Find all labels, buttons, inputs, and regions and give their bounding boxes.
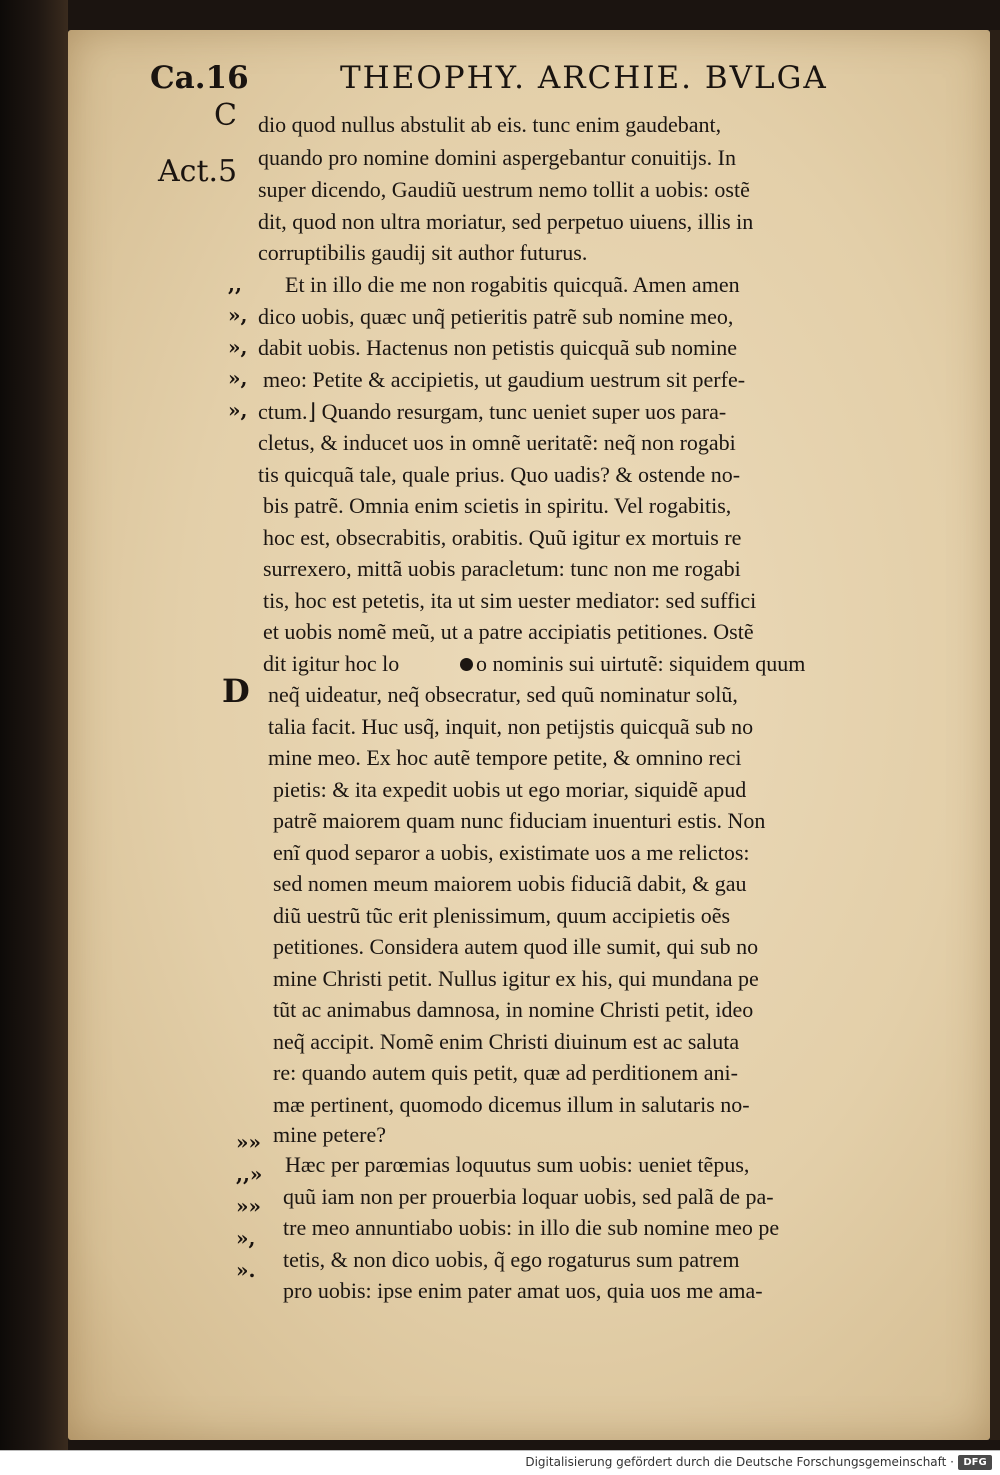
margin-quote-mark: », bbox=[228, 335, 248, 359]
text-line: re: quando autem quis petit, quæ ad perditionem ani- bbox=[273, 1060, 738, 1085]
text-line: bis patrẽ. Omnia enim scietis in spiritu. Vel rogabitis, bbox=[263, 493, 732, 518]
text-line: cletus, & inducet uos in omnẽ ueritatẽ: neq̃ non rogabi bbox=[258, 430, 736, 455]
text-line: quando pro nomine domini aspergebantur conuitijs. In bbox=[258, 145, 737, 170]
text-line: patrẽ maiorem quam nunc fiduciam inuenturi estis. Non bbox=[273, 808, 766, 833]
margin-quote-mark: », bbox=[236, 1226, 256, 1250]
margin-quote-mark: ». bbox=[236, 1258, 256, 1282]
margin-quote-mark: », bbox=[228, 303, 248, 327]
text-line: super dicendo, Gaudiũ uestrum nemo tollit a uobis: ostẽ bbox=[258, 177, 750, 202]
text-line: ctum.⌋ Quando resurgam, tunc ueniet super uos para- bbox=[258, 399, 727, 424]
margin-quote-mark: ,,» bbox=[236, 1162, 263, 1186]
margin-section-d: D bbox=[222, 672, 250, 710]
text-line: corruptibilis gaudij sit author futurus. bbox=[258, 240, 588, 265]
text-line: tetis, & non dico uobis, q̃ ego rogaturus sum patrem bbox=[283, 1247, 740, 1272]
text-line: tis, hoc est petetis, ita ut sim uester mediator: sed suffici bbox=[263, 588, 757, 613]
chapter-reference: Ca.16 bbox=[150, 60, 249, 96]
text-line: neq̃ uideatur, neq̃ obsecratur, sed quũ nominatur solũ, bbox=[268, 682, 738, 707]
running-title: THEOPHY. ARCHIE. BVLGA bbox=[340, 60, 828, 96]
margin-quote-mark: », bbox=[228, 398, 248, 422]
text-line: et uobis nomẽ meũ, ut a patre accipiatis petitiones. Ostẽ bbox=[263, 619, 754, 644]
text-line: dio quod nullus abstulit ab eis. tunc enim gaudebant, bbox=[258, 112, 722, 137]
text-line: pro uobis: ipse enim pater amat uos, quia uos me ama- bbox=[283, 1278, 763, 1303]
text-line: Et in illo die me non rogabitis quicquã. Amen amen bbox=[285, 272, 740, 297]
ink-blot bbox=[460, 658, 473, 671]
text-line: tis quicquã tale, quale prius. Quo uadis? & ostende no- bbox=[258, 462, 741, 487]
text-line: pietis: & ita expedit uobis ut ego moriar, siquidẽ apud bbox=[273, 777, 747, 802]
margin-acts-reference: Act.5 bbox=[158, 154, 238, 189]
text-line: mine meo. Ex hoc autẽ tempore petite, & omnino reci bbox=[268, 745, 742, 770]
text-line: tre meo annuntiabo uobis: in illo die sub nomine meo pe bbox=[283, 1215, 780, 1240]
text-line: hoc est, obsecrabitis, orabitis. Quũ igitur ex mortuis re bbox=[263, 525, 742, 550]
text-line: meo: Petite & accipietis, ut gaudium uestrum sit perfe- bbox=[263, 367, 746, 392]
text-line: dit, quod non ultra moriatur, sed perpetuo uiuens, illis in bbox=[258, 209, 754, 234]
text-line: talia facit. Huc usq̃, inquit, non petijstis quicquã sub no bbox=[268, 714, 754, 739]
page-right-edge bbox=[990, 30, 1000, 1440]
text-line: dico uobis, quæc unq̃ petieritis patrẽ sub nomine meo, bbox=[258, 304, 734, 329]
digitization-footer bbox=[0, 1450, 1000, 1475]
text-line: quũ iam non per prouerbia loquar uobis, sed palã de pa- bbox=[283, 1184, 774, 1209]
margin-quote-mark: »» bbox=[236, 1130, 261, 1154]
text-line: mine Christi petit. Nullus igitur ex his, qui mundana pe bbox=[273, 966, 759, 991]
margin-section-c: C bbox=[214, 98, 237, 133]
running-head bbox=[150, 60, 980, 104]
text-line: enĩ quod separor a uobis, existimate uos a me relictos: bbox=[273, 840, 750, 865]
text-line: mæ pertinent, quomodo dicemus illum in salutaris no- bbox=[273, 1092, 750, 1117]
funding-credit: Digitalisierung gefördert durch die Deutsche Forschungsgemeinschaft · bbox=[525, 1455, 954, 1469]
margin-quote-mark: », bbox=[228, 366, 248, 390]
book-binding-shadow bbox=[0, 0, 68, 1450]
text-line: surrexero, mittã uobis paracletum: tunc non me rogabi bbox=[263, 556, 741, 581]
text-line-continuation: o nominis sui uirtutẽ: siquidem quum bbox=[476, 651, 806, 676]
text-line: dabit uobis. Hactenus non petistis quicquã sub nomine bbox=[258, 335, 738, 360]
text-line: neq̃ accipit. Nomẽ enim Christi diuinum est ac saluta bbox=[273, 1029, 740, 1054]
text-line: Hæc per parœmias loquutus sum uobis: ueniet tẽpus, bbox=[285, 1152, 750, 1177]
text-line: dit igitur hoc lo bbox=[263, 651, 400, 676]
margin-quote-mark: »» bbox=[236, 1194, 261, 1218]
text-line: diũ uestrũ tũc erit plenissimum, quum accipietis oẽs bbox=[273, 903, 731, 928]
text-line: tũt ac animabus damnosa, in nomine Christi petit, ideo bbox=[273, 997, 754, 1022]
margin-quote-mark: ,, bbox=[228, 272, 242, 296]
text-line: petitiones. Considera autem quod ille sumit, qui sub no bbox=[273, 934, 759, 959]
text-line: sed nomen meum maiorem uobis fiduciã dabit, & gau bbox=[273, 871, 747, 896]
dfg-logo: DFG bbox=[958, 1455, 992, 1470]
text-line: mine petere? bbox=[273, 1122, 386, 1147]
